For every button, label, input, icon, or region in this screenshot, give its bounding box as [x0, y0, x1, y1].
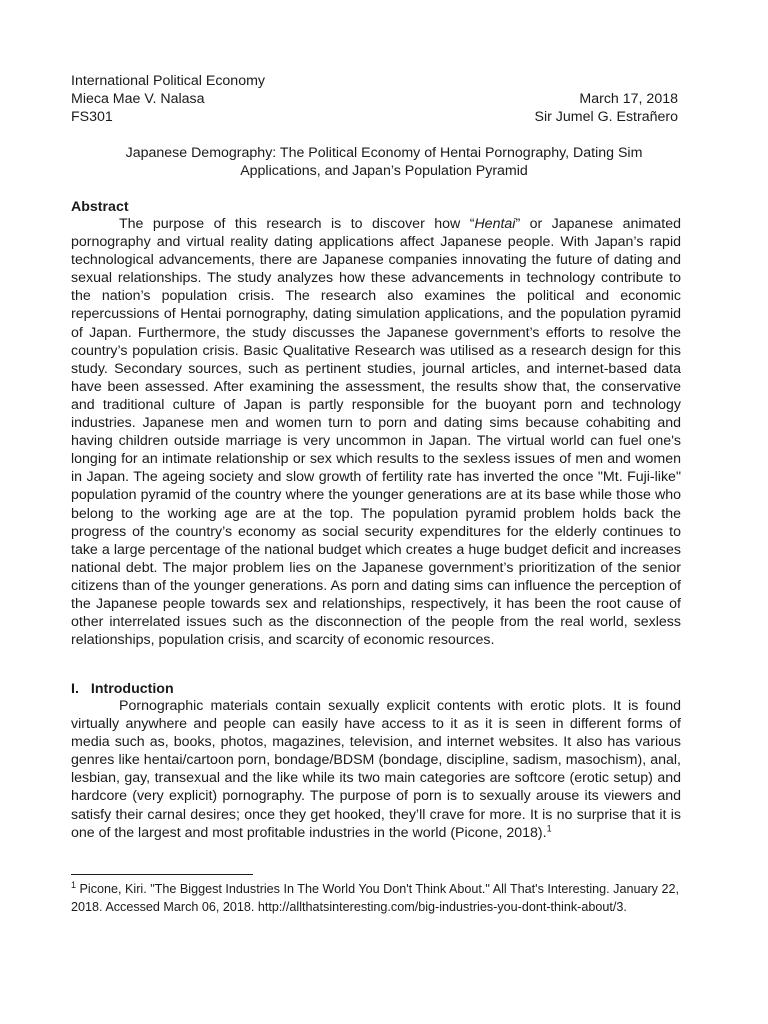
footnote-reference: 1	[546, 822, 552, 833]
document-date: March 17, 2018	[579, 91, 678, 107]
section-number: I.	[71, 681, 79, 697]
abstract-text-start: The purpose of this research is to discover how “	[119, 216, 475, 232]
abstract-emphasis: Hentai	[474, 216, 516, 232]
introduction-paragraph	[71, 697, 681, 842]
course-name: International Political Economy	[71, 73, 265, 89]
author-name: Mieca Mae V. Nalasa	[71, 91, 205, 107]
paper-title-line-2: Applications, and Japan’s Population Pyramid	[240, 163, 528, 179]
introduction-title: Introduction	[90, 681, 174, 697]
footnote-marker: 1	[71, 879, 77, 890]
introduction-heading	[71, 681, 174, 697]
section-code: FS301	[71, 109, 113, 125]
paper-title-line-1: Japanese Demography: The Political Economy of Hentai Pornography, Dating Sim	[125, 145, 643, 161]
footnote-text: Picone, Kiri. "The Biggest Industries In The World You Don't Think About." All That's Interesting. January 22, 2018. Accessed March 06, 2018. http://allthatsinteresting.com/big-industries-you-dont-think-about/3.	[71, 882, 679, 915]
abstract-heading: Abstract	[71, 199, 129, 215]
instructor-name: Sir Jumel G. Estrañero	[534, 109, 678, 125]
footnote	[71, 880, 691, 917]
footnote-divider	[71, 874, 253, 875]
abstract-text-rest: ” or Japanese animated pornography and virtual reality dating applications affect Japanese people. With Japan’s rapid technological advancements, there are Japanese companies innovating the future of dating and sexual relationships. The study analyzes how these advancements in technology contribute to the nation’s population crisis. The research also examines the political and economic repercussions of Hentai pornography, dating simulation applications, and the population pyramid of Japan. Furthermore, the study discusses the Japanese government’s efforts to resolve the country’s population crisis. Basic Qualitative Research was utilised as a research design for this study. Secondary sources, such as pertinent studies, journal articles, and internet-based data have been assessed. After examining the assessment, the results show that, the conservative and traditional culture of Japan is partly responsible for the buoyant porn and technology industries. Japanese men and women turn to porn and dating sims because cohabiting and having children outside marriage is very uncommon in Japan. The virtual world can fuel one's longing for an intimate relationship or sex which results to the sexless issues of men and women in Japan. The ageing society and slow growth of fertility rate has inverted the once "Mt. Fuji-like" population pyramid of the country where the younger generations are at its base while those who belong to the working age are at the top. The population pyramid problem holds back the progress of the country’s economy as social security expenditures for the elderly continues to take a large percentage of the national budget which creates a huge budget deficit and increases national debt. The major problem lies on the Japanese government’s prioritization of the senior citizens than of the younger generations. As porn and dating sims can influence the perception of the Japanese people towards sex and relationships, respectively, it has been the root cause of other interrelated issues such as the disconnection of the people from the real world, sexless relationships, population crisis, and scarcity of economic resources.	[71, 216, 682, 649]
abstract-paragraph	[71, 215, 681, 649]
introduction-text: Pornographic materials contain sexually explicit contents with erotic plots. It is found virtually anywhere and people can easily have access to it as it is seen in different forms of media such as, books, photos, magazines, television, and internet websites. It also has various genres like hentai/cartoon porn, bondage/BDSM (bondage, discipline, sadism, masochism), anal, lesbian, gay, transexual and the like while its two main categories are softcore (erotic setup) and hardcore (very explicit) pornography. The purpose of porn is to sexually arouse its viewers and satisfy their carnal desires; once they get hooked, they’ll crave for more. It is no surprise that it is one of the largest and most profitable industries in the world (Picone, 2018).	[71, 698, 681, 841]
